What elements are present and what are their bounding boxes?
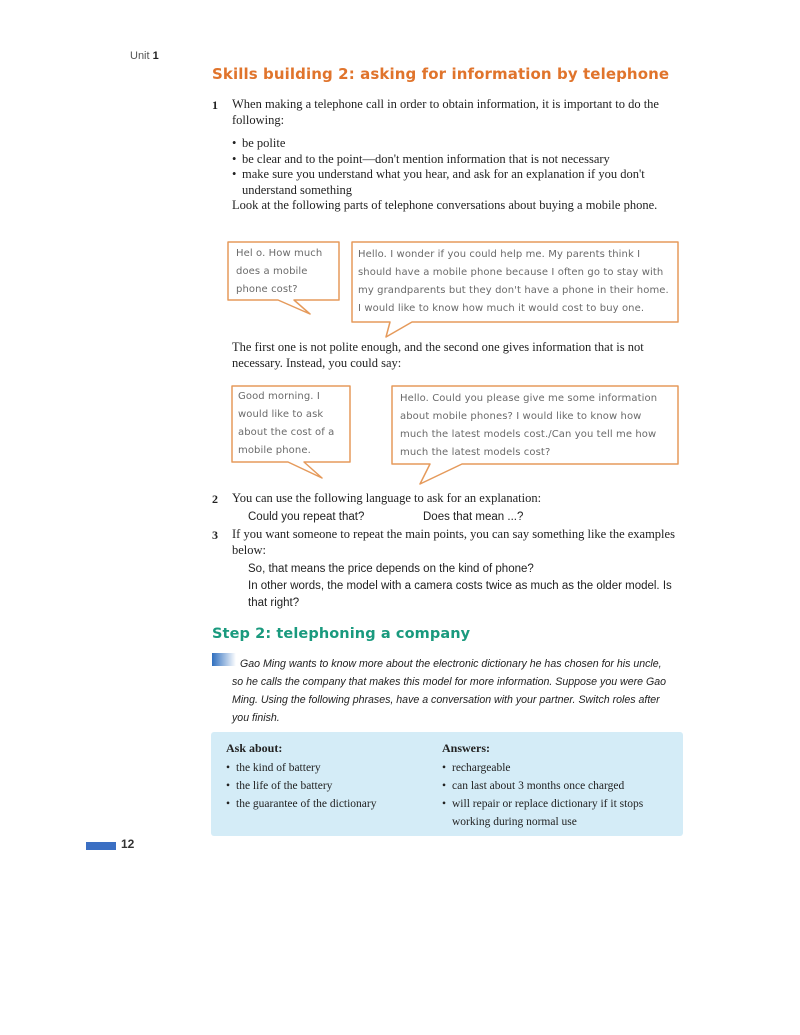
list-item: • be polite <box>232 136 680 152</box>
item-1-text: When making a telephone call in order to obtain information, it is important to do the following: <box>232 97 659 127</box>
task-intro: Gao Ming wants to know more about the electronic dictionary he has chosen for his uncle, so he calls the company that makes this model for more information. Suppose you were Gao Ming. Using the following phrases, have a conversation with your partner. Switch roles after you finish. <box>232 658 666 724</box>
item-1-number: 1 <box>212 98 218 112</box>
phrase-box <box>211 732 683 836</box>
answers-list <box>442 759 678 831</box>
bubble-too-long: Hello. I wonder if you could help me. My parents think I should have a mobile phone because I often go to stay with my grandparents but they don't have a phone in their home. I would like to know how much it would cost to buy one. <box>358 249 669 314</box>
unit-word: Unit <box>130 50 150 62</box>
answers-heading: Answers: <box>442 741 490 755</box>
list-item: • rechargeable <box>442 759 678 777</box>
unit-number: 1 <box>152 50 159 62</box>
list-item: • the kind of battery <box>226 759 436 777</box>
list-item: • can last about 3 months once charged <box>442 777 678 795</box>
skills-title: Skills building 2: asking for information by telephone <box>212 65 670 83</box>
ask-heading: Ask about: <box>226 741 283 755</box>
phrase-repeat: Could you repeat that? <box>248 511 365 523</box>
page-bar <box>86 842 116 850</box>
look-text: Look at the following parts of telephone conversations about buying a mobile phone. <box>232 198 658 212</box>
page-number: 12 <box>121 837 135 851</box>
step-title: Step 2: telephoning a company <box>212 626 471 642</box>
middle-text: The first one is not polite enough, and the second one gives information that is not necessary. Instead, you could say: <box>232 340 644 370</box>
list-item: • make sure you understand what you hear, and ask for an explanation if you don't understand something <box>232 167 680 198</box>
list-item: • the life of the battery <box>226 777 436 795</box>
example-2: In other words, the model with a camera costs twice as much as the older model. Is that right? <box>248 580 672 609</box>
bubble-polite-short: Good morning. I would like to ask about the cost of a mobile phone. <box>238 391 335 456</box>
item-2-text: You can use the following language to ask for an explanation: <box>232 491 542 505</box>
list-item: • be clear and to the point—don't mention information that is not necessary <box>232 152 680 168</box>
list-item: • the guarantee of the dictionary <box>226 795 436 813</box>
item-2-number: 2 <box>212 492 218 506</box>
example-1: So, that means the price depends on the kind of phone? <box>248 563 534 575</box>
phrase-mean: Does that mean ...? <box>423 511 524 523</box>
list-item: • will repair or replace dictionary if it stops working during normal use <box>442 795 678 831</box>
item-3-number: 3 <box>212 528 218 542</box>
bubble-impolite: Hel o. How much does a mobile phone cost? <box>236 248 323 295</box>
ask-list <box>226 759 436 813</box>
bubble-polite-long: Hello. Could you please give me some information about mobile phones? I would like to know how much the latest models cost./Can you tell me how much the latest models cost? <box>400 393 658 458</box>
bullet-list <box>232 136 680 198</box>
item-3-text: If you want someone to repeat the main points, you can say something like the examples below: <box>232 527 675 557</box>
unit-label <box>130 50 159 62</box>
